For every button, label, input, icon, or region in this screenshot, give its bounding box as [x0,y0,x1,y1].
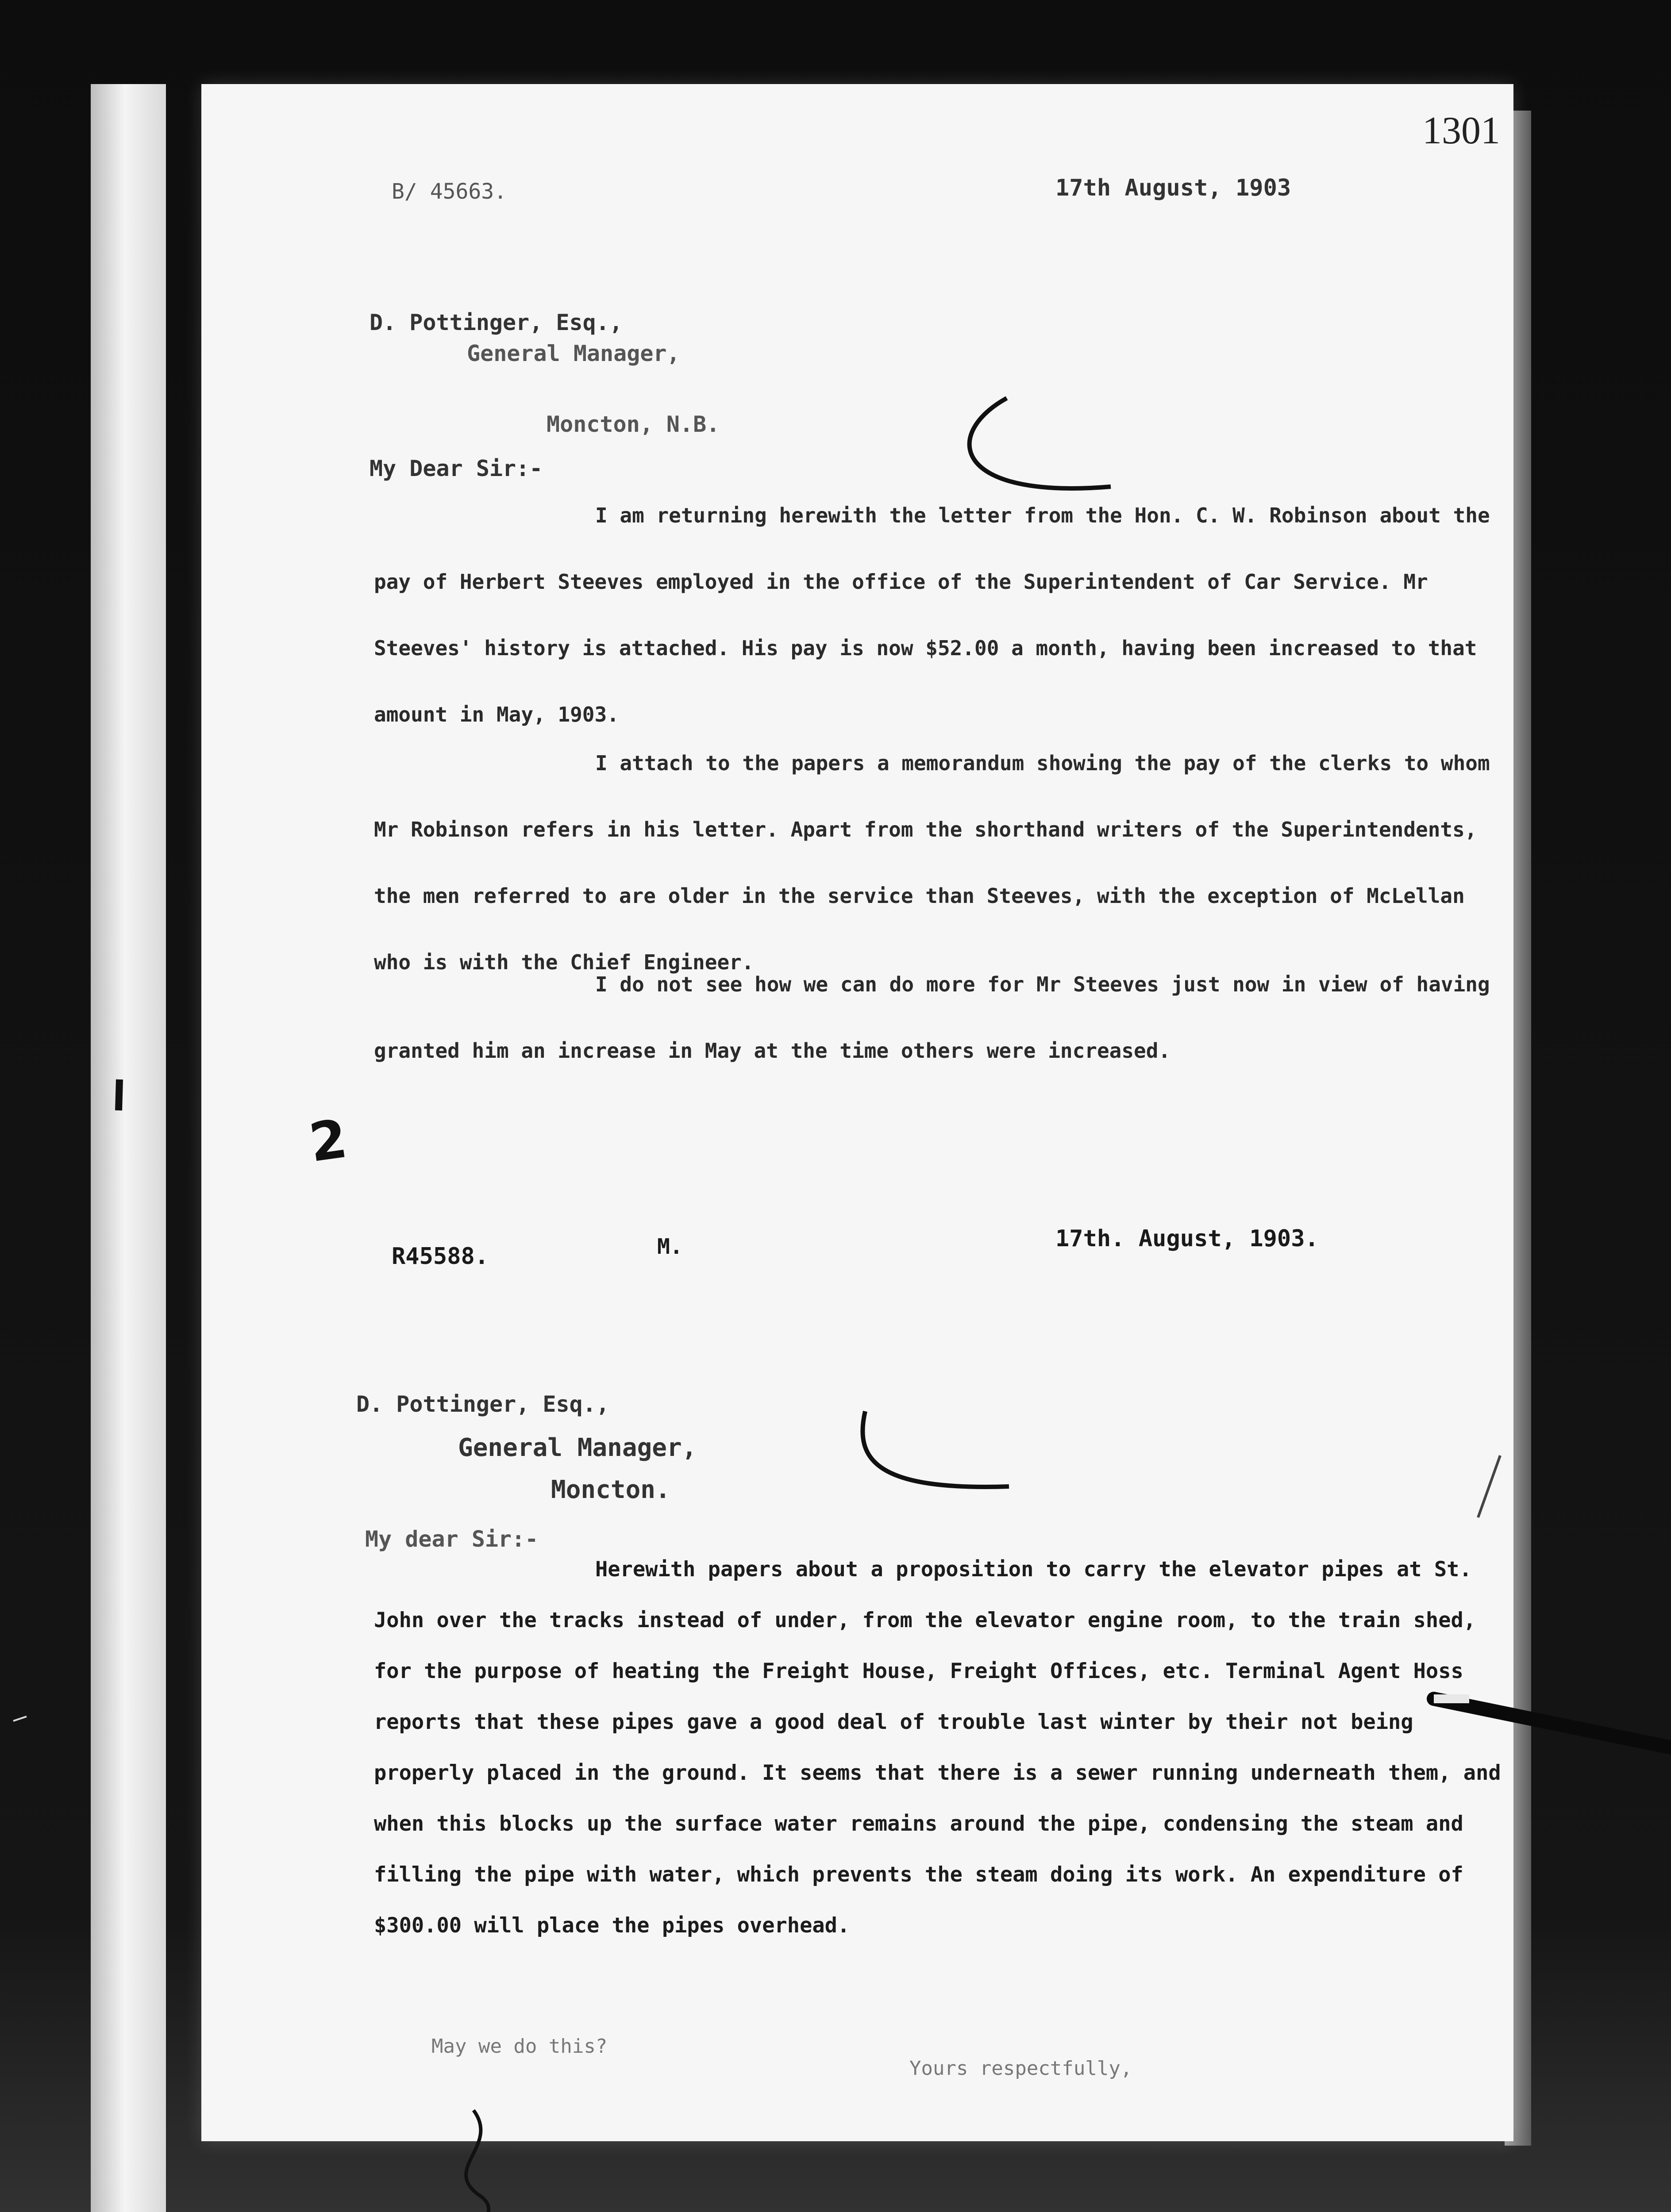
letter1-recipient-city: Moncton, N.B. [547,411,720,437]
letter1-paragraph-3: I do not see how we can do more for Mr Steeves just now in view of having granted him an increase in May at the time others were increased. [374,972,1490,1063]
letter2-salutation: My dear Sir:- [365,1526,539,1552]
letter2-date: 17th. August, 1903. [1055,1225,1319,1252]
handwritten-numeral: 2 [305,1108,351,1175]
letter2-mark: M. [657,1234,683,1259]
corner-mark [13,1717,27,1721]
letter1-salutation: My Dear Sir:- [370,456,543,481]
letter1-recipient-title: General Manager, [467,341,680,366]
letter2-recipient-city: Moncton. [551,1475,670,1504]
letter2-paragraph-1: Herewith papers about a proposition to carry the elevator pipes at St. John over the tracks instead of under, from the elevator engine room, to the train shed, for the purpose of heating the Freight House, Freight Offices, etc. Terminal Agent Hoss reports that these pipes gave a good deal of trouble last winter by their not being properly placed in the ground. It seems that there is a sewer running underneath them, and when this blocks up the surface water remains around the pipe, condensing the steam and filling the pipe with water, which prevents the steam doing its work. An expenditure of $300.00 will place the pipes overhead. [374,1557,1501,1938]
letter2-reference: R45588. [392,1243,489,1270]
letter1-paragraph-2: I attach to the papers a memorandum showing the pay of the clerks to whom Mr Robinson refers in his letter. Apart from the shorthand writers of the Superintendents, the men referred to are older in the service than Steeves, with the exception of McLellan who is with the Chief Engineer. [374,751,1490,974]
folio-number: 1301 [1422,109,1500,152]
letter1-reference: B/ 45663. [392,179,507,204]
letter2-question: May we do this? [431,2035,608,2058]
letter1-recipient-name: D. Pottinger, Esq., [370,310,623,335]
binding-edge-strip [91,84,166,2212]
letter-page [201,84,1513,2141]
letter1-paragraph-1: I am returning herewith the letter from the Hon. C. W. Robinson about the pay of Herbert Steeves employed in the office of the Superintendent of Car Service. Mr Steeves' history is attached. His pay is now $52.00 a month, having been increased to that amount in May, 1903. [374,503,1490,726]
letter2-recipient-title: General Manager, [458,1433,697,1462]
letter1-date: 17th August, 1903 [1055,175,1291,201]
letter2-recipient-name: D. Pottinger, Esq., [356,1391,609,1417]
letter2-closing: Yours respectfully, [909,2057,1132,2080]
